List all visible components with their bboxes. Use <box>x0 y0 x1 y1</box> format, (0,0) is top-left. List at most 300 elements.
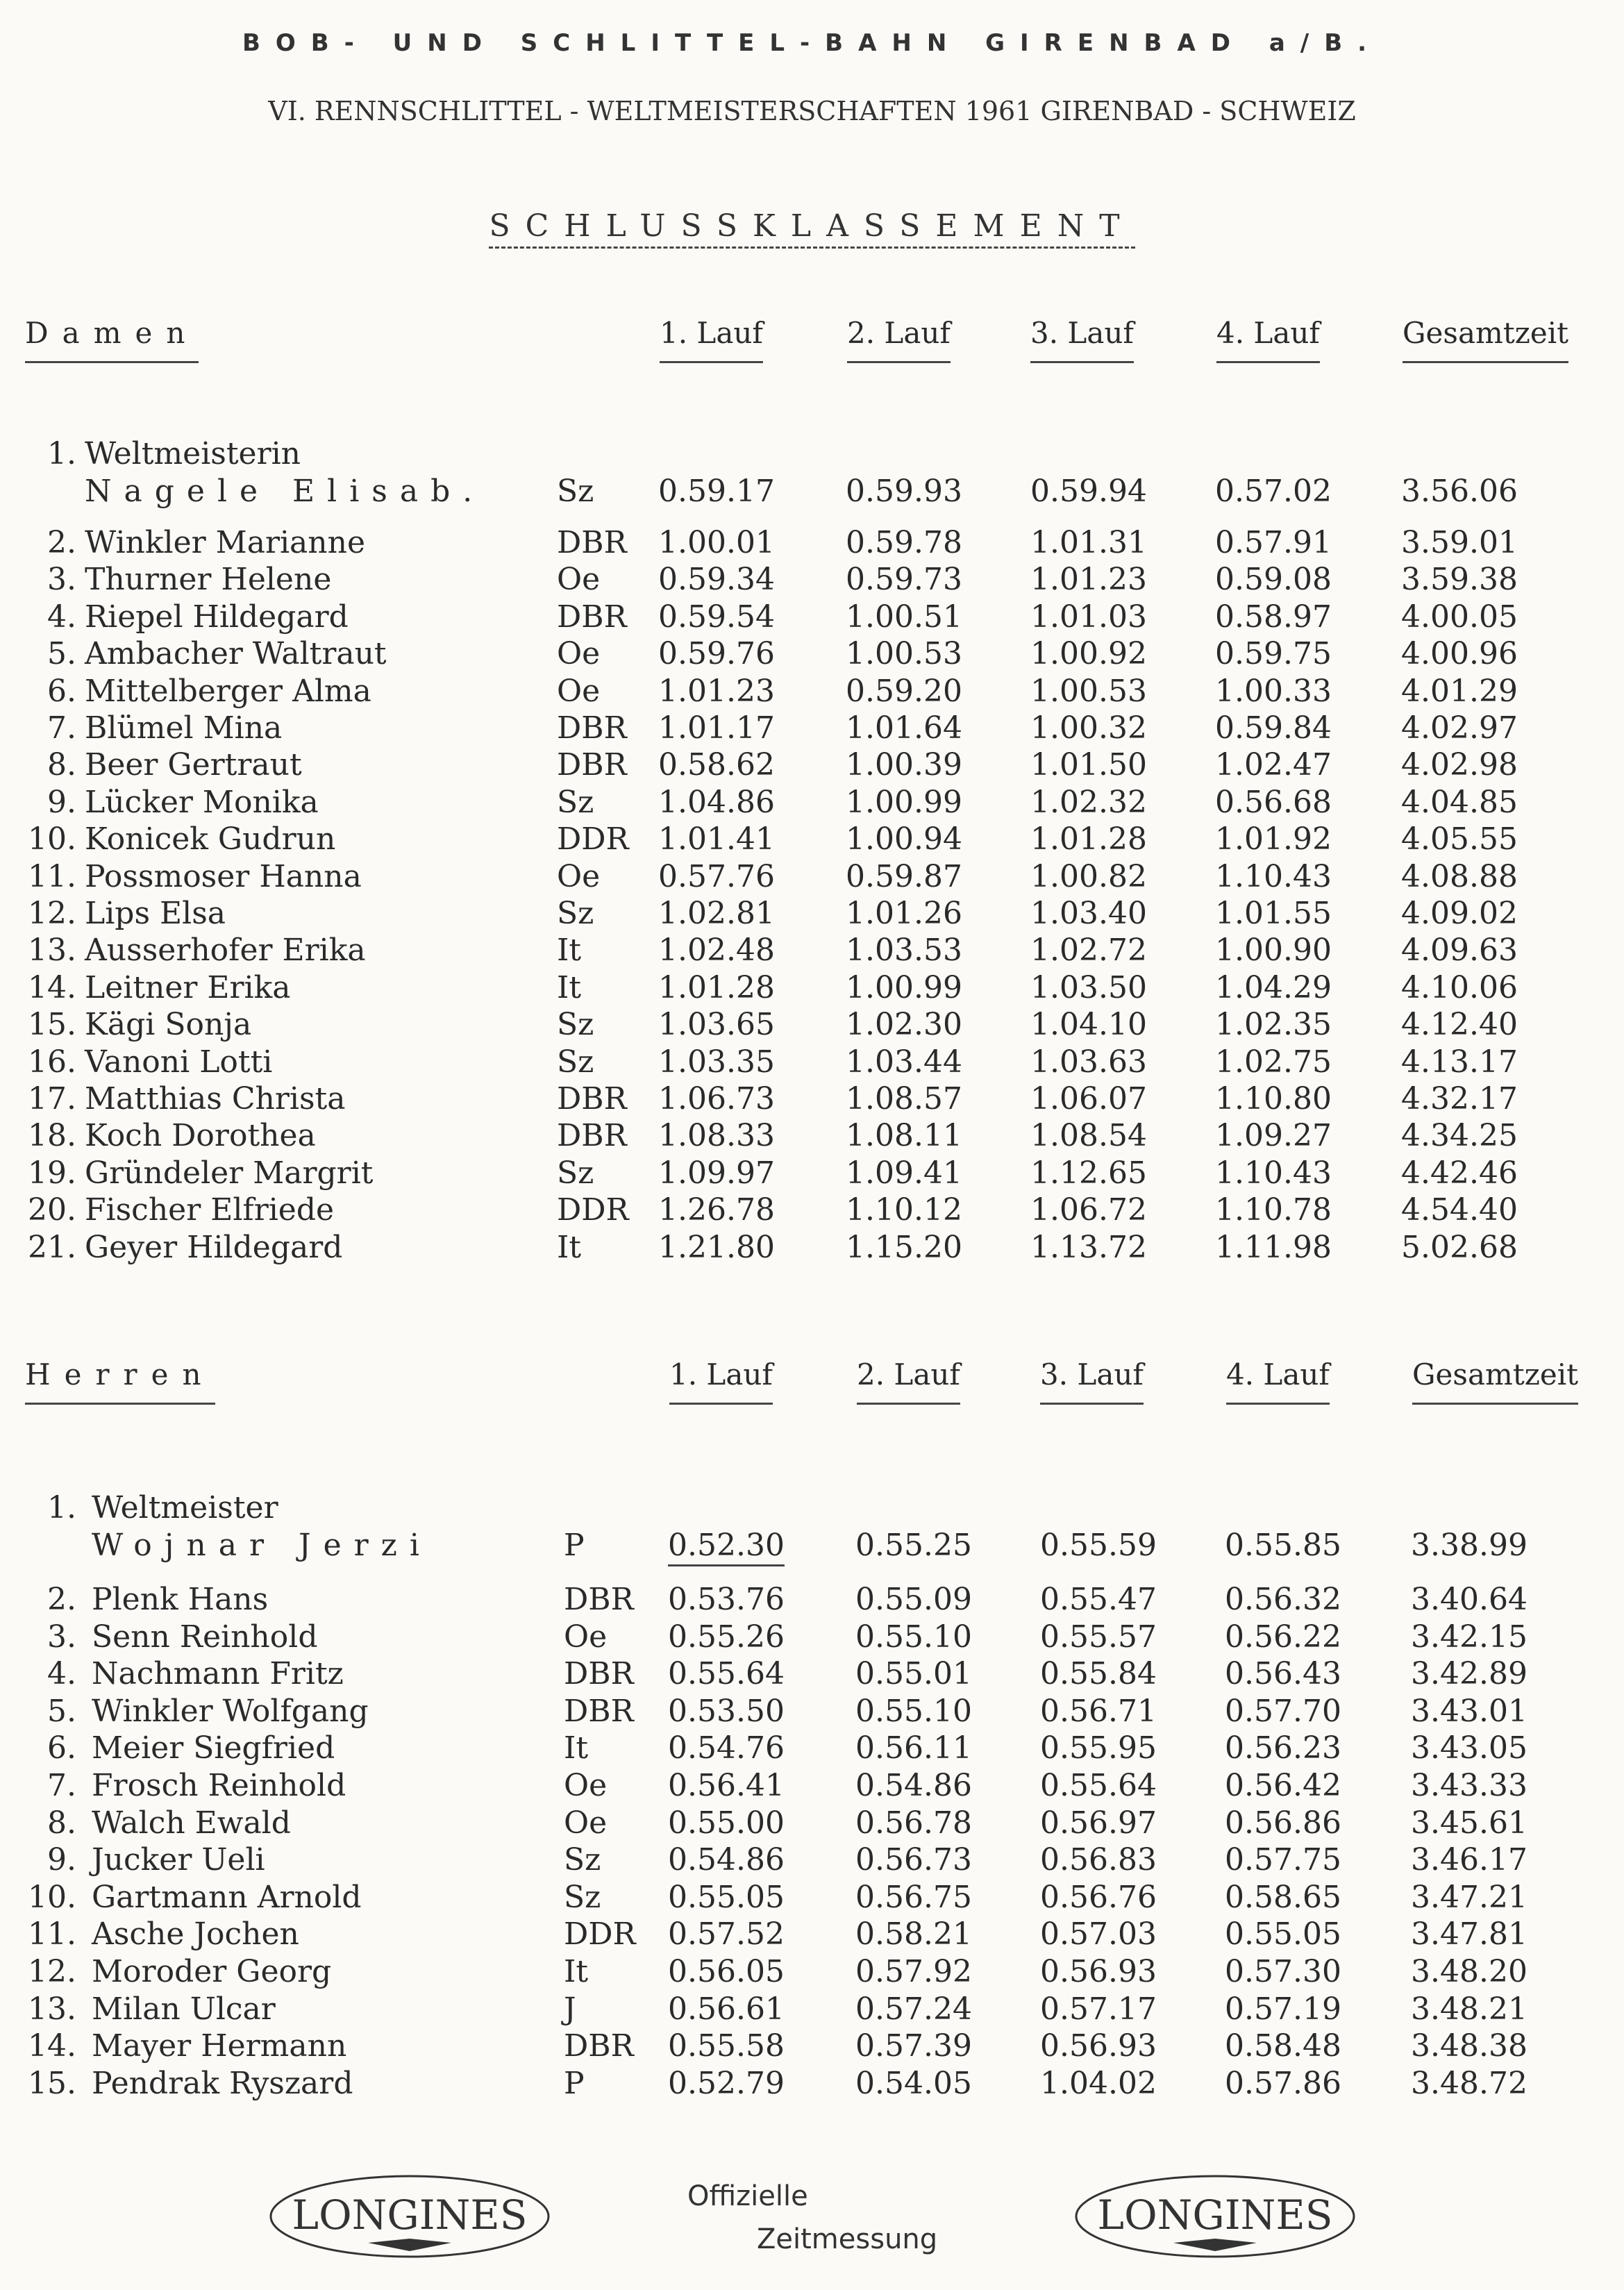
athlete-name: Mittelberger Alma <box>85 673 371 709</box>
nation: DBR <box>557 747 627 783</box>
nation: Oe <box>564 1768 608 1803</box>
run3-time: 1.03.40 <box>1030 896 1147 931</box>
athlete-name: Wojnar Jerzi <box>92 1528 432 1563</box>
rank: 11. <box>28 858 76 894</box>
athlete-name: Gründeler Margrit <box>85 1155 374 1191</box>
rank: 1. <box>47 436 76 471</box>
total-time: 3.43.33 <box>1411 1768 1527 1803</box>
run1-time: 0.58.62 <box>658 747 775 783</box>
run2-time: 1.02.30 <box>846 1007 962 1043</box>
total-time: 3.48.20 <box>1411 1954 1527 1989</box>
run4-time: 0.56.68 <box>1215 784 1332 820</box>
athlete-name: Senn Reinhold <box>92 1619 318 1655</box>
total-time: 3.38.99 <box>1411 1528 1527 1563</box>
rank: 20. <box>28 1192 76 1228</box>
run3-time: 0.55.64 <box>1040 1768 1157 1803</box>
total-time: 3.45.61 <box>1411 1805 1527 1841</box>
run2-time: 0.58.21 <box>855 1916 972 1953</box>
run1-time: 0.56.05 <box>668 1954 785 1989</box>
athlete-name: Thurner Helene <box>85 562 332 598</box>
run4-time: 1.11.98 <box>1215 1229 1332 1265</box>
table-row <box>0 1767 1624 1805</box>
athlete-name: Kägi Sonja <box>85 1007 252 1043</box>
run1-time: 1.09.97 <box>658 1155 775 1191</box>
run2-time: 1.08.57 <box>846 1081 962 1117</box>
table-row <box>0 710 1624 747</box>
total-time: 4.00.05 <box>1401 599 1518 635</box>
run2-time: 0.55.10 <box>855 1619 972 1655</box>
logo-wordmark: LONGINES <box>1097 2191 1333 2239</box>
nation: DBR <box>557 1081 627 1117</box>
run1-time: 0.57.76 <box>658 858 775 894</box>
run3-time: 1.13.72 <box>1030 1229 1147 1265</box>
run1-time: 0.59.76 <box>658 636 775 672</box>
rank: 4. <box>47 1656 76 1692</box>
run1-time: 1.01.28 <box>658 969 775 1005</box>
event-heading: VI. RENNSCHLITTEL - WELTMEISTERSCHAFTEN 1961 GIRENBAD - SCHWEIZ <box>268 96 1356 126</box>
run1-time: 0.53.50 <box>668 1693 785 1729</box>
run4-time: 0.57.75 <box>1225 1842 1341 1878</box>
run3-time: 0.56.93 <box>1040 1954 1157 1989</box>
run4-time: 1.09.27 <box>1215 1118 1332 1154</box>
run1-time: 0.55.58 <box>668 2028 785 2064</box>
run3-time: 0.57.03 <box>1040 1916 1157 1953</box>
table-row <box>0 524 1624 562</box>
run4-time: 1.10.43 <box>1215 1155 1332 1191</box>
total-time: 4.10.06 <box>1401 969 1518 1005</box>
rank: 2. <box>47 525 76 560</box>
total-time: 5.02.68 <box>1401 1229 1518 1265</box>
total-time: 3.43.05 <box>1411 1730 1527 1766</box>
run3-time: 1.00.53 <box>1030 673 1147 709</box>
run3-time: 1.04.10 <box>1030 1007 1147 1043</box>
table-row <box>0 599 1624 636</box>
rank: 13. <box>28 1991 76 2027</box>
run2-time: 1.10.12 <box>846 1192 962 1228</box>
run1-time: 0.55.26 <box>668 1619 785 1655</box>
rank: 14. <box>28 969 76 1005</box>
run1-time: 0.54.76 <box>668 1730 785 1766</box>
table-row <box>0 1879 1624 1916</box>
run1-time: 0.52.30 <box>668 1527 785 1566</box>
run4-time: 0.57.91 <box>1215 525 1332 560</box>
athlete-name: Fischer Elfriede <box>85 1192 335 1228</box>
athlete-name: Geyer Hildegard <box>85 1229 343 1265</box>
table-row <box>0 784 1624 821</box>
run3-time: 0.55.57 <box>1040 1619 1157 1655</box>
run2-time: 1.00.99 <box>846 969 962 1005</box>
document-title-text: SCHLUSSKLASSEMENT <box>489 208 1135 249</box>
athlete-name: Walch Ewald <box>92 1805 291 1841</box>
run4-time: 0.58.97 <box>1215 599 1332 635</box>
athlete-name: Vanoni Lotti <box>85 1044 273 1080</box>
run3-time: 0.56.71 <box>1040 1693 1157 1729</box>
run2-time: 1.01.64 <box>846 710 962 746</box>
table-row <box>0 2028 1624 2065</box>
table-row <box>0 895 1624 933</box>
run4-time: 1.02.75 <box>1215 1044 1332 1080</box>
rank: 7. <box>47 710 76 746</box>
nation: J <box>564 1991 576 2027</box>
timing-line1: Offizielle <box>687 2180 808 2212</box>
col-run3: 3. Lauf <box>1040 1357 1144 1405</box>
run4-time: 0.56.86 <box>1225 1805 1341 1841</box>
run2-time: 1.03.53 <box>846 933 962 969</box>
run4-time: 0.56.42 <box>1225 1768 1341 1803</box>
run2-time: 0.56.11 <box>855 1730 972 1766</box>
athlete-name: Mayer Hermann <box>92 2028 347 2064</box>
champion-title: Weltmeister <box>92 1490 278 1526</box>
rank: 3. <box>47 562 76 598</box>
table-row <box>0 1080 1624 1118</box>
nation: Oe <box>557 858 601 894</box>
run3-time: 0.55.59 <box>1040 1528 1157 1563</box>
run2-time: 0.55.25 <box>855 1528 972 1563</box>
run2-time: 1.00.94 <box>846 821 962 858</box>
table-row <box>0 1953 1624 1991</box>
run3-time: 0.56.97 <box>1040 1805 1157 1841</box>
nation: Sz <box>557 1007 594 1043</box>
run4-time: 0.57.70 <box>1225 1693 1341 1729</box>
run4-time: 0.55.85 <box>1225 1528 1341 1563</box>
run4-time: 0.57.02 <box>1215 474 1332 509</box>
col-run2: 2. Lauf <box>847 316 951 363</box>
run3-time: 1.00.92 <box>1030 636 1147 672</box>
rank: 1. <box>47 1490 76 1526</box>
run1-time: 1.00.01 <box>658 525 775 560</box>
table-row <box>0 1192 1624 1229</box>
run1-time: 0.55.00 <box>668 1805 785 1841</box>
table-row <box>0 1006 1624 1044</box>
run3-time: 0.57.17 <box>1040 1991 1157 2027</box>
athlete-name: Frosch Reinhold <box>92 1768 346 1803</box>
col-run4: 4. Lauf <box>1226 1357 1330 1405</box>
total-time: 3.47.21 <box>1411 1879 1527 1915</box>
col-run1: 1. Lauf <box>660 316 763 363</box>
run1-time: 1.26.78 <box>658 1192 775 1228</box>
nation: Sz <box>557 1044 594 1080</box>
run1-time: 0.59.54 <box>658 599 775 635</box>
athlete-name: Blümel Mina <box>85 710 283 746</box>
col-total: Gesamtzeit <box>1412 1357 1578 1405</box>
run4-time: 1.10.78 <box>1215 1192 1332 1228</box>
run1-time: 0.57.52 <box>668 1916 785 1953</box>
longines-logo-left <box>264 2173 555 2264</box>
table-row <box>0 932 1624 969</box>
run2-time: 0.54.86 <box>855 1768 972 1803</box>
run1-time: 1.01.41 <box>658 821 775 858</box>
table-row <box>0 1991 1624 2028</box>
run2-time: 0.59.78 <box>846 525 962 560</box>
run4-time: 0.55.05 <box>1225 1916 1341 1953</box>
run3-time: 0.56.93 <box>1040 2028 1157 2064</box>
run2-time: 0.56.78 <box>855 1805 972 1841</box>
athlete-name: Plenk Hans <box>92 1582 269 1617</box>
rank: 18. <box>28 1118 76 1154</box>
run4-time: 0.58.48 <box>1225 2028 1341 2064</box>
run3-time: 0.55.95 <box>1040 1730 1157 1766</box>
run4-time: 1.00.90 <box>1215 933 1332 969</box>
total-time: 3.59.38 <box>1401 562 1518 598</box>
rank: 6. <box>47 1730 76 1766</box>
table-row <box>0 746 1624 784</box>
rank: 15. <box>28 2065 76 2101</box>
longines-logo-icon <box>1069 2173 1361 2264</box>
run4-time: 1.04.29 <box>1215 969 1332 1005</box>
table-row <box>0 821 1624 858</box>
total-time: 4.09.02 <box>1401 896 1518 931</box>
nation: DBR <box>564 1582 634 1617</box>
table-row <box>0 561 1624 599</box>
total-time: 4.08.88 <box>1401 858 1518 894</box>
table-row <box>0 1117 1624 1155</box>
nation: DBR <box>557 710 627 746</box>
nation: DBR <box>564 1693 634 1729</box>
table-row <box>0 1044 1624 1081</box>
run3-time: 1.01.31 <box>1030 525 1147 560</box>
run3-time: 0.55.47 <box>1040 1582 1157 1617</box>
table-row <box>0 673 1624 710</box>
run4-time: 0.56.23 <box>1225 1730 1341 1766</box>
rank: 3. <box>47 1619 76 1655</box>
athlete-name: Matthias Christa <box>85 1081 346 1117</box>
athlete-name: Winkler Wolfgang <box>92 1693 369 1729</box>
athlete-name: Jucker Ueli <box>92 1842 265 1878</box>
table-row <box>0 1693 1624 1730</box>
run2-time: 0.54.05 <box>855 2065 972 2101</box>
total-time: 3.48.21 <box>1411 1991 1527 2027</box>
rank: 11. <box>28 1916 76 1953</box>
athlete-name: Leitner Erika <box>85 969 291 1005</box>
herren-champion-title-row <box>0 1489 1624 1527</box>
run3-time: 1.00.82 <box>1030 858 1147 894</box>
damen-category-label: Damen <box>25 316 199 363</box>
run3-time: 1.00.32 <box>1030 710 1147 746</box>
rank: 15. <box>28 1007 76 1043</box>
run1-time: 1.02.81 <box>658 896 775 931</box>
athlete-name: Beer Gertraut <box>85 747 302 783</box>
footer <box>0 2173 1624 2278</box>
nation: DBR <box>564 1656 634 1692</box>
run2-time: 1.09.41 <box>846 1155 962 1191</box>
nation: Oe <box>557 673 601 709</box>
total-time: 4.02.97 <box>1401 710 1518 746</box>
nation: Sz <box>557 896 594 931</box>
run3-time: 1.01.23 <box>1030 562 1147 598</box>
run4-time: 1.01.55 <box>1215 896 1332 931</box>
run3-time: 1.06.72 <box>1030 1192 1147 1228</box>
total-time: 3.47.81 <box>1411 1916 1527 1953</box>
rank: 5. <box>47 636 76 672</box>
rank: 13. <box>28 933 76 969</box>
run1-time: 0.56.41 <box>668 1768 785 1803</box>
nation: It <box>557 933 582 969</box>
nation: DBR <box>557 525 627 560</box>
champion-title: Weltmeisterin <box>85 436 301 471</box>
athlete-name: Asche Jochen <box>92 1916 299 1953</box>
run2-time: 0.59.87 <box>846 858 962 894</box>
nation: Sz <box>557 784 594 820</box>
table-row <box>0 1805 1624 1842</box>
total-time: 4.02.98 <box>1401 747 1518 783</box>
total-time: 4.13.17 <box>1401 1044 1518 1080</box>
rank: 8. <box>47 747 76 783</box>
run4-time: 0.56.32 <box>1225 1582 1341 1617</box>
nation: Oe <box>564 1619 608 1655</box>
rank: 14. <box>28 2028 76 2064</box>
herren-category-label: Herren <box>25 1357 215 1405</box>
nation: Oe <box>557 636 601 672</box>
damen-champion-row <box>0 473 1624 510</box>
run2-time: 0.57.39 <box>855 2028 972 2064</box>
rank: 19. <box>28 1155 76 1191</box>
run1-time: 0.53.76 <box>668 1582 785 1617</box>
rank: 16. <box>28 1044 76 1080</box>
run4-time: 0.59.84 <box>1215 710 1332 746</box>
table-row <box>0 1581 1624 1619</box>
total-time: 3.42.15 <box>1411 1619 1527 1655</box>
table-row <box>0 1155 1624 1192</box>
total-time: 4.12.40 <box>1401 1007 1518 1043</box>
col-run4: 4. Lauf <box>1216 316 1320 363</box>
table-row <box>0 1619 1624 1656</box>
table-row <box>0 969 1624 1007</box>
rank: 10. <box>28 821 76 858</box>
nation: It <box>557 1229 582 1265</box>
nation: Sz <box>564 1879 601 1915</box>
run1-time: 0.52.79 <box>668 2065 785 2101</box>
table-row <box>0 1916 1624 1953</box>
rank: 6. <box>47 673 76 709</box>
timing-line2: Zeitmessung <box>757 2223 938 2255</box>
table-row <box>0 635 1624 673</box>
total-time: 3.40.64 <box>1411 1582 1527 1617</box>
run3-time: 1.02.72 <box>1030 933 1147 969</box>
run1-time: 1.01.17 <box>658 710 775 746</box>
col-run1: 1. Lauf <box>669 1357 773 1405</box>
run3-time: 1.02.32 <box>1030 784 1147 820</box>
athlete-name: Nagele Elisab. <box>85 474 485 509</box>
longines-logo-right <box>1069 2173 1361 2264</box>
run2-time: 0.56.75 <box>855 1879 972 1915</box>
run1-time: 1.01.23 <box>658 673 775 709</box>
run4-time: 1.02.35 <box>1215 1007 1332 1043</box>
run4-time: 0.56.43 <box>1225 1656 1341 1692</box>
nation: It <box>557 969 582 1005</box>
run4-time: 1.10.80 <box>1215 1081 1332 1117</box>
run3-time: 1.01.50 <box>1030 747 1147 783</box>
damen-header-row <box>0 316 1624 371</box>
run2-time: 0.55.10 <box>855 1693 972 1729</box>
nation: DBR <box>564 2028 634 2064</box>
athlete-name: Moroder Georg <box>92 1954 332 1989</box>
run3-time: 1.01.03 <box>1030 599 1147 635</box>
run2-time: 0.57.24 <box>855 1991 972 2027</box>
run1-time: 0.59.17 <box>658 474 775 509</box>
rank: 9. <box>47 784 76 820</box>
total-time: 4.42.46 <box>1401 1155 1518 1191</box>
run3-time: 1.08.54 <box>1030 1118 1147 1154</box>
run2-time: 0.59.20 <box>846 673 962 709</box>
run2-time: 1.00.99 <box>846 784 962 820</box>
run1-time: 1.03.35 <box>658 1044 775 1080</box>
total-time: 3.56.06 <box>1401 474 1518 509</box>
athlete-name: Riepel Hildegard <box>85 599 349 635</box>
run1-time: 1.02.48 <box>658 933 775 969</box>
athlete-name: Winkler Marianne <box>85 525 365 560</box>
organizer-heading: BOB- UND SCHLITTEL-BAHN GIRENBAD a/B. <box>242 29 1382 57</box>
damen-champion-title-row <box>0 435 1624 473</box>
nation: DDR <box>557 1192 629 1228</box>
col-total: Gesamtzeit <box>1403 316 1568 363</box>
total-time: 4.34.25 <box>1401 1118 1518 1154</box>
run2-time: 0.55.01 <box>855 1656 972 1692</box>
rank: 21. <box>28 1229 76 1265</box>
run2-time: 0.59.73 <box>846 562 962 598</box>
total-time: 4.00.96 <box>1401 636 1518 672</box>
run2-time: 0.59.93 <box>846 474 962 509</box>
rank: 8. <box>47 1805 76 1841</box>
athlete-name: Nachmann Fritz <box>92 1656 344 1692</box>
rank: 17. <box>28 1081 76 1117</box>
run2-time: 1.15.20 <box>846 1229 962 1265</box>
run4-time: 0.57.86 <box>1225 2065 1341 2101</box>
run4-time: 0.58.65 <box>1225 1879 1341 1915</box>
athlete-name: Koch Dorothea <box>85 1118 316 1154</box>
col-run3: 3. Lauf <box>1030 316 1134 363</box>
run1-time: 1.08.33 <box>658 1118 775 1154</box>
nation: Sz <box>557 474 594 509</box>
run1-time: 0.59.34 <box>658 562 775 598</box>
total-time: 3.46.17 <box>1411 1842 1527 1878</box>
run3-time: 1.03.63 <box>1030 1044 1147 1080</box>
nation: Sz <box>564 1842 601 1878</box>
table-row <box>0 1229 1624 1267</box>
total-time: 3.43.01 <box>1411 1693 1527 1729</box>
run4-time: 0.57.30 <box>1225 1954 1341 1989</box>
run1-time: 0.54.86 <box>668 1842 785 1878</box>
run3-time: 1.04.02 <box>1040 2065 1157 2101</box>
run2-time: 1.01.26 <box>846 896 962 931</box>
athlete-name: Ambacher Waltraut <box>85 636 387 672</box>
total-time: 4.04.85 <box>1401 784 1518 820</box>
run3-time: 1.12.65 <box>1030 1155 1147 1191</box>
document-title <box>0 208 1624 244</box>
table-row <box>0 1841 1624 1879</box>
table-row <box>0 1655 1624 1693</box>
run4-time: 1.02.47 <box>1215 747 1332 783</box>
rank: 4. <box>47 599 76 635</box>
nation: It <box>564 1954 589 1989</box>
run2-time: 1.08.11 <box>846 1118 962 1154</box>
run4-time: 1.00.33 <box>1215 673 1332 709</box>
table-row <box>0 1730 1624 1767</box>
run1-time: 1.06.73 <box>658 1081 775 1117</box>
logo-wordmark: LONGINES <box>292 2191 528 2239</box>
nation: P <box>564 1528 585 1563</box>
col-run2: 2. Lauf <box>857 1357 960 1405</box>
total-time: 4.01.29 <box>1401 673 1518 709</box>
athlete-name: Lips Elsa <box>85 896 226 931</box>
nation: DDR <box>564 1916 636 1953</box>
athlete-name: Meier Siegfried <box>92 1730 335 1766</box>
total-time: 3.48.72 <box>1411 2065 1527 2101</box>
rank: 9. <box>47 1842 76 1878</box>
athlete-name: Lücker Monika <box>85 784 319 820</box>
athlete-name: Pendrak Ryszard <box>92 2065 353 2101</box>
nation: Oe <box>557 562 601 598</box>
total-time: 3.48.38 <box>1411 2028 1527 2064</box>
